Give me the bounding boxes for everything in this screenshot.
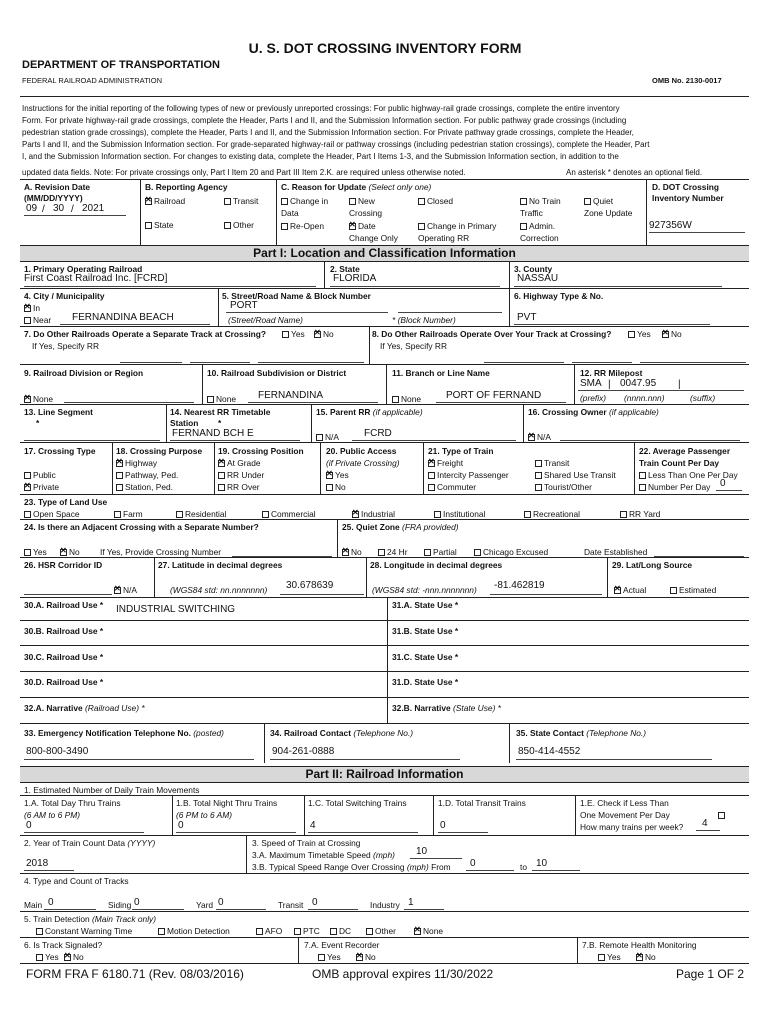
field31d-label: 31.D. State Use * bbox=[392, 677, 459, 687]
detection-none[interactable]: ✕ None bbox=[414, 926, 443, 936]
field13-label: 13. Line Segment bbox=[24, 407, 93, 417]
remote-health-no[interactable]: ✕ No bbox=[636, 952, 656, 962]
detection-constant[interactable]: Constant Warning Time bbox=[36, 926, 132, 936]
crossing-type-private[interactable]: ✕Private bbox=[24, 482, 59, 492]
land-institutional[interactable]: Institutional bbox=[434, 509, 485, 519]
asterisk-note: An asterisk * denotes an optional field. bbox=[566, 168, 703, 177]
train-intercity[interactable]: Intercity Passenger bbox=[428, 470, 509, 480]
primary-railroad-value[interactable]: First Coast Railroad Inc. [FCRD] bbox=[24, 273, 168, 284]
event-recorder-no[interactable]: ✕ No bbox=[356, 952, 376, 962]
field14-label: 14. Nearest RR Timetable bbox=[170, 407, 271, 417]
p2-field1-label: 1. Estimated Number of Daily Train Movements bbox=[24, 785, 200, 795]
crossing-owner-na-checkbox[interactable]: ✕N/A bbox=[528, 432, 551, 442]
p2-field7b-label: 7.B. Remote Health Monitoring bbox=[582, 940, 697, 950]
train-commuter[interactable]: Commuter bbox=[428, 482, 476, 492]
field30d-label: 30.D. Railroad Use * bbox=[24, 677, 104, 687]
adjacent-yes[interactable]: Yes bbox=[24, 547, 47, 557]
day-thru-trains-value[interactable]: 0 bbox=[26, 820, 32, 831]
field31b-label: 31.B. State Use * bbox=[392, 626, 459, 636]
reason-new-crossing-checkbox[interactable]: New bbox=[349, 196, 375, 206]
field12-label: 12. RR Milepost bbox=[580, 368, 643, 378]
city-value[interactable]: FERNANDINA BEACH bbox=[72, 312, 174, 323]
agency-state-checkbox[interactable]: State bbox=[145, 220, 174, 230]
subdivision-value[interactable]: FERNANDINA bbox=[258, 390, 324, 401]
parent-rr-value[interactable]: FCRD bbox=[364, 428, 392, 439]
night-thru-trains-value[interactable]: 0 bbox=[178, 820, 184, 831]
department-name: DEPARTMENT OF TRANSPORTATION bbox=[22, 59, 220, 71]
field17-label: 17. Crossing Type bbox=[24, 446, 96, 456]
other-rr-separate-yes[interactable]: Yes bbox=[282, 329, 305, 339]
reason-admin-correction-checkbox[interactable]: Admin. bbox=[520, 221, 555, 231]
switching-trains-value[interactable]: 4 bbox=[310, 820, 316, 831]
field31c-label: 31.C. State Use * bbox=[392, 652, 459, 662]
detection-motion[interactable]: Motion Detection bbox=[158, 926, 230, 936]
revision-month[interactable]: 09 bbox=[26, 203, 38, 214]
field3-label: 3. County bbox=[514, 264, 553, 274]
other-rr-separate-no[interactable]: ✕ No bbox=[314, 329, 334, 339]
max-speed-value[interactable]: 10 bbox=[416, 846, 428, 857]
field2-label: 2. State bbox=[330, 264, 360, 274]
position-rr-over[interactable]: RR Over bbox=[218, 482, 260, 492]
form-title: U. S. DOT CROSSING INVENTORY FORM bbox=[248, 40, 522, 56]
branch-value[interactable]: PORT OF FERNAND bbox=[446, 390, 542, 401]
omb-number: OMB No. 2130-0017 bbox=[652, 76, 722, 85]
part2-title: Part II: Railroad Information bbox=[20, 766, 749, 783]
street-name-value[interactable]: PORT bbox=[230, 300, 258, 311]
trains-per-week-value[interactable]: 4 bbox=[702, 818, 708, 829]
field33-label: 33. Emergency Notification Telephone No. (posted) bbox=[24, 728, 224, 738]
latlong-actual[interactable]: ✕Actual bbox=[614, 585, 646, 595]
instructions: Instructions for the initial reporting of the following types of new or previously unreported crossings: For public highway-rail grade crossings, complete the entire inventory Form. For private highway-rail grade crossings, complete the Header, Parts I and II, and the Submission Information section. For public pathway grade crossings (including pedestrian station grade crossings), complete the Header, Parts I and II, and the Submission Information section. For Private pathway grade crossings, complete the Header, Parts I and II, and the Submission Information section. For grade-separated highway-rail or pathway crossings (including pedestrian station crossings), complete the Header, Part I, and the Submission Information section. For changes to existing data, complete the Header, Part I Items 1-3, and the Submission Information section, in addition to the bbox=[22, 104, 650, 161]
nearest-station-value[interactable]: FERNAND BCH E bbox=[172, 428, 254, 439]
dot-crossing-number[interactable]: 927356W bbox=[649, 220, 692, 231]
transit-trains-value[interactable]: 0 bbox=[440, 820, 446, 831]
field28-label: 28. Longitude in decimal degrees bbox=[370, 560, 503, 570]
other-rr-over-yes[interactable]: Yes bbox=[628, 329, 651, 339]
event-recorder-yes[interactable]: Yes bbox=[318, 952, 341, 962]
train-freight[interactable]: ✕Freight bbox=[428, 458, 463, 468]
field30c-label: 30.C. Railroad Use * bbox=[24, 652, 104, 662]
division-none-checkbox[interactable]: ✕None bbox=[24, 394, 53, 404]
field11-label: 11. Branch or Line Name bbox=[392, 368, 490, 378]
p2-field5-label: 5. Train Detection (Main Track only) bbox=[24, 914, 157, 924]
field29-label: 29. Lat/Long Source bbox=[612, 560, 693, 570]
land-industrial[interactable]: ✕ Industrial bbox=[352, 509, 395, 519]
branch-none-checkbox[interactable]: None bbox=[392, 394, 421, 404]
siding-tracks-value[interactable]: 0 bbox=[134, 897, 140, 908]
hsr-na-checkbox[interactable]: ✕N/A bbox=[114, 585, 137, 595]
industry-tracks-value[interactable]: 1 bbox=[408, 897, 414, 908]
field4-label: 4. City / Municipality bbox=[24, 291, 105, 301]
revision-year[interactable]: 2021 bbox=[82, 203, 105, 214]
highway-type-value[interactable]: PVT bbox=[517, 312, 537, 323]
adjacent-no[interactable]: ✕ No bbox=[60, 547, 80, 557]
milepost-number[interactable]: 0047.95 bbox=[620, 378, 657, 389]
field32b-label: 32.B. Narrative (State Use) * bbox=[392, 703, 501, 713]
yard-tracks-value[interactable]: 0 bbox=[218, 897, 224, 908]
field19-label: 19. Crossing Position bbox=[218, 446, 304, 456]
main-tracks-value[interactable]: 0 bbox=[48, 897, 54, 908]
railroad-use-a-value[interactable]: INDUSTRIAL SWITCHING bbox=[116, 604, 236, 615]
reason-no-train-checkbox[interactable]: No Train bbox=[520, 196, 561, 206]
reason-date-change-checkbox[interactable]: ✕ Date bbox=[349, 221, 376, 231]
field23-label: 23. Type of Land Use bbox=[24, 497, 108, 507]
field10-label: 10. Railroad Subdivision or District bbox=[207, 368, 347, 378]
field21-label: 21. Type of Train bbox=[428, 446, 494, 456]
field16-label: 16. Crossing Owner (if applicable) bbox=[528, 407, 659, 417]
field34-label: 34. Railroad Contact (Telephone No.) bbox=[270, 728, 414, 738]
field35-label: 35. State Contact (Telephone No.) bbox=[516, 728, 647, 738]
field5-label: 5. Street/Road Name & Block Number bbox=[222, 291, 371, 301]
quiet-zone-partial[interactable]: Partial bbox=[424, 547, 457, 557]
emergency-phone-value[interactable]: 800-800-3490 bbox=[26, 746, 89, 757]
p2-field6-label: 6. Is Track Signaled? bbox=[24, 940, 103, 950]
detection-other[interactable]: Other bbox=[366, 926, 396, 936]
p2-field1e-label: 1.E. Check if Less Than bbox=[580, 798, 669, 808]
longitude-value[interactable]: -81.462819 bbox=[494, 580, 545, 591]
latlong-estimated[interactable]: Estimated bbox=[670, 585, 716, 595]
field30a-label: 30.A. Railroad Use * bbox=[24, 600, 104, 610]
page-number: Page 1 OF 2 bbox=[676, 967, 745, 981]
p2-field1d-label: 1.D. Total Transit Trains bbox=[438, 798, 526, 808]
agency-other-checkbox[interactable]: Other bbox=[224, 220, 254, 230]
state-value[interactable]: FLORIDA bbox=[333, 273, 377, 284]
field30b-label: 30.B. Railroad Use * bbox=[24, 626, 104, 636]
purpose-station[interactable]: Station, Ped. bbox=[116, 482, 173, 492]
signaled-no[interactable]: ✕ No bbox=[64, 952, 84, 962]
revision-day[interactable]: 30 bbox=[53, 203, 65, 214]
field9-label: 9. Railroad Division or Region bbox=[24, 368, 144, 378]
omb-expiration: OMB approval expires 11/30/2022 bbox=[312, 967, 494, 981]
parent-rr-na-checkbox[interactable]: N/A bbox=[316, 432, 339, 442]
p2-field1c-label: 1.C. Total Switching Trains bbox=[308, 798, 407, 808]
signaled-yes[interactable]: Yes bbox=[36, 952, 59, 962]
quiet-zone-no[interactable]: ✕No bbox=[342, 547, 362, 557]
agency-transit-checkbox[interactable]: Transit bbox=[224, 196, 258, 206]
train-shared-use[interactable]: Shared Use Transit bbox=[535, 470, 616, 480]
remote-health-yes[interactable]: Yes bbox=[598, 952, 621, 962]
field7-label: 7. Do Other Railroads Operate a Separate Track at Crossing? bbox=[24, 329, 267, 339]
passenger-number-per-day[interactable]: Number Per Day bbox=[639, 482, 710, 492]
field24-label: 24. Is there an Adjacent Crossing with a Separate Number? bbox=[24, 522, 259, 532]
purpose-highway[interactable]: ✕Highway bbox=[116, 458, 157, 468]
quiet-zone-chicago[interactable]: Chicago Excused bbox=[474, 547, 548, 557]
quiet-zone-24hr[interactable]: 24 Hr bbox=[378, 547, 407, 557]
p2-field1b-label: 1.B. Total Night Thru Trains bbox=[176, 798, 278, 808]
field26-label: 26. HSR Corridor ID bbox=[24, 560, 103, 570]
p2-field2-label: 2. Year of Train Count Data (YYYY) bbox=[24, 838, 156, 848]
field22-label: 22. Average Passenger bbox=[639, 446, 731, 456]
reporting-agency-label: B. Reporting Agency bbox=[145, 182, 228, 192]
p2-field4-label: 4. Type and Count of Tracks bbox=[24, 876, 129, 886]
field6-label: 6. Highway Type & No. bbox=[514, 291, 604, 301]
p2-field7a-label: 7.A. Event Recorder bbox=[304, 940, 380, 950]
latitude-value[interactable]: 30.678639 bbox=[286, 580, 334, 591]
city-in-checkbox[interactable]: ✕In bbox=[24, 303, 40, 313]
p2-field3a-label: 3.A. Maximum Timetable Speed (mph) bbox=[252, 850, 395, 860]
reason-closed-checkbox[interactable]: Closed bbox=[418, 196, 453, 206]
land-residential[interactable]: Residential bbox=[176, 509, 226, 519]
reason-quiet-zone-checkbox[interactable]: Quiet bbox=[584, 196, 613, 206]
dot-crossing-label: D. DOT Crossing bbox=[652, 182, 720, 192]
detection-dc[interactable]: DC bbox=[330, 926, 351, 936]
speed-from-value[interactable]: 0 bbox=[470, 858, 476, 869]
field27-label: 27. Latitude in decimal degrees bbox=[158, 560, 283, 570]
county-value[interactable]: NASSAU bbox=[517, 273, 559, 284]
position-at-grade[interactable]: ✕At Grade bbox=[218, 458, 261, 468]
detection-afo[interactable]: AFO bbox=[256, 926, 282, 936]
reason-change-in-data-checkbox[interactable]: Change in bbox=[281, 196, 328, 206]
form-number: FORM FRA F 6180.71 (Rev. 08/03/2016) bbox=[26, 967, 244, 981]
other-rr-over-no[interactable]: ✕ No bbox=[662, 329, 682, 339]
transit-tracks-value[interactable]: 0 bbox=[312, 897, 318, 908]
land-farm[interactable]: Farm bbox=[114, 509, 143, 519]
agency-name: FEDERAL RAILROAD ADMINISTRATION bbox=[22, 76, 163, 85]
field32a-label: 32.A. Narrative (Railroad Use) * bbox=[24, 703, 145, 713]
reason-change-primary-checkbox[interactable]: Change in Primary bbox=[418, 221, 496, 231]
revision-date-label: A. Revision Date bbox=[24, 182, 91, 192]
land-commercial[interactable]: Commercial bbox=[262, 509, 316, 519]
purpose-pathway[interactable]: Pathway, Ped. bbox=[116, 470, 178, 480]
field1-label: 1. Primary Operating Railroad bbox=[24, 264, 143, 274]
train-tourist[interactable]: Tourist/Other bbox=[535, 482, 592, 492]
p2-field3-label: 3. Speed of Train at Crossing bbox=[252, 838, 361, 848]
field25-label: 25. Quiet Zone (FRA provided) bbox=[342, 522, 459, 532]
passenger-less-than-one[interactable]: Less Than One Per Day bbox=[639, 470, 738, 480]
reason-reopen-checkbox[interactable]: Re-Open bbox=[281, 221, 324, 231]
state-contact-value[interactable]: 850-414-4552 bbox=[518, 746, 581, 757]
field8-label: 8. Do Other Railroads Operate Over Your Track at Crossing? bbox=[372, 329, 612, 339]
land-rr-yard[interactable]: RR Yard bbox=[620, 509, 660, 519]
public-access-no[interactable]: No bbox=[326, 482, 346, 492]
p2-field1a-label: 1.A. Total Day Thru Trains bbox=[24, 798, 121, 808]
field15-label: 15. Parent RR (if applicable) bbox=[316, 407, 423, 417]
agency-railroad-checkbox[interactable]: ✕Railroad bbox=[145, 196, 185, 206]
subdivision-none-checkbox[interactable]: None bbox=[207, 394, 236, 404]
part1-title: Part I: Location and Classification Information bbox=[20, 245, 749, 262]
detection-ptc[interactable]: PTC bbox=[294, 926, 320, 936]
position-rr-under[interactable]: RR Under bbox=[218, 470, 264, 480]
less-than-one-checkbox[interactable] bbox=[718, 810, 727, 820]
land-recreational[interactable]: Recreational bbox=[524, 509, 580, 519]
field31a-label: 31.A. State Use * bbox=[392, 600, 459, 610]
city-near-checkbox[interactable]: Near bbox=[24, 315, 51, 325]
p2-field3b-label: 3.B. Typical Speed Range Over Crossing (mph) From bbox=[252, 862, 451, 872]
speed-to-value[interactable]: 10 bbox=[536, 858, 548, 869]
field20-label: 20. Public Access bbox=[326, 446, 397, 456]
public-access-yes[interactable]: ✕Yes bbox=[326, 470, 349, 480]
passenger-count-value[interactable]: 0 bbox=[720, 478, 726, 489]
crossing-type-public[interactable]: Public bbox=[24, 470, 56, 480]
milepost-prefix[interactable]: SMA bbox=[580, 378, 602, 389]
train-transit[interactable]: Transit bbox=[535, 458, 569, 468]
railroad-contact-value[interactable]: 904-261-0888 bbox=[272, 746, 335, 757]
field18-label: 18. Crossing Purpose bbox=[116, 446, 203, 456]
land-open-space[interactable]: Open Space bbox=[24, 509, 80, 519]
reason-update-label: C. Reason for Update (Select only one) bbox=[281, 182, 432, 192]
instructions-last: updated data fields. Note: For private crossings only, Part I Item 20 and Part III Item 2.K. are required unless otherwise noted. bbox=[22, 168, 466, 177]
train-count-year-value[interactable]: 2018 bbox=[26, 858, 49, 869]
